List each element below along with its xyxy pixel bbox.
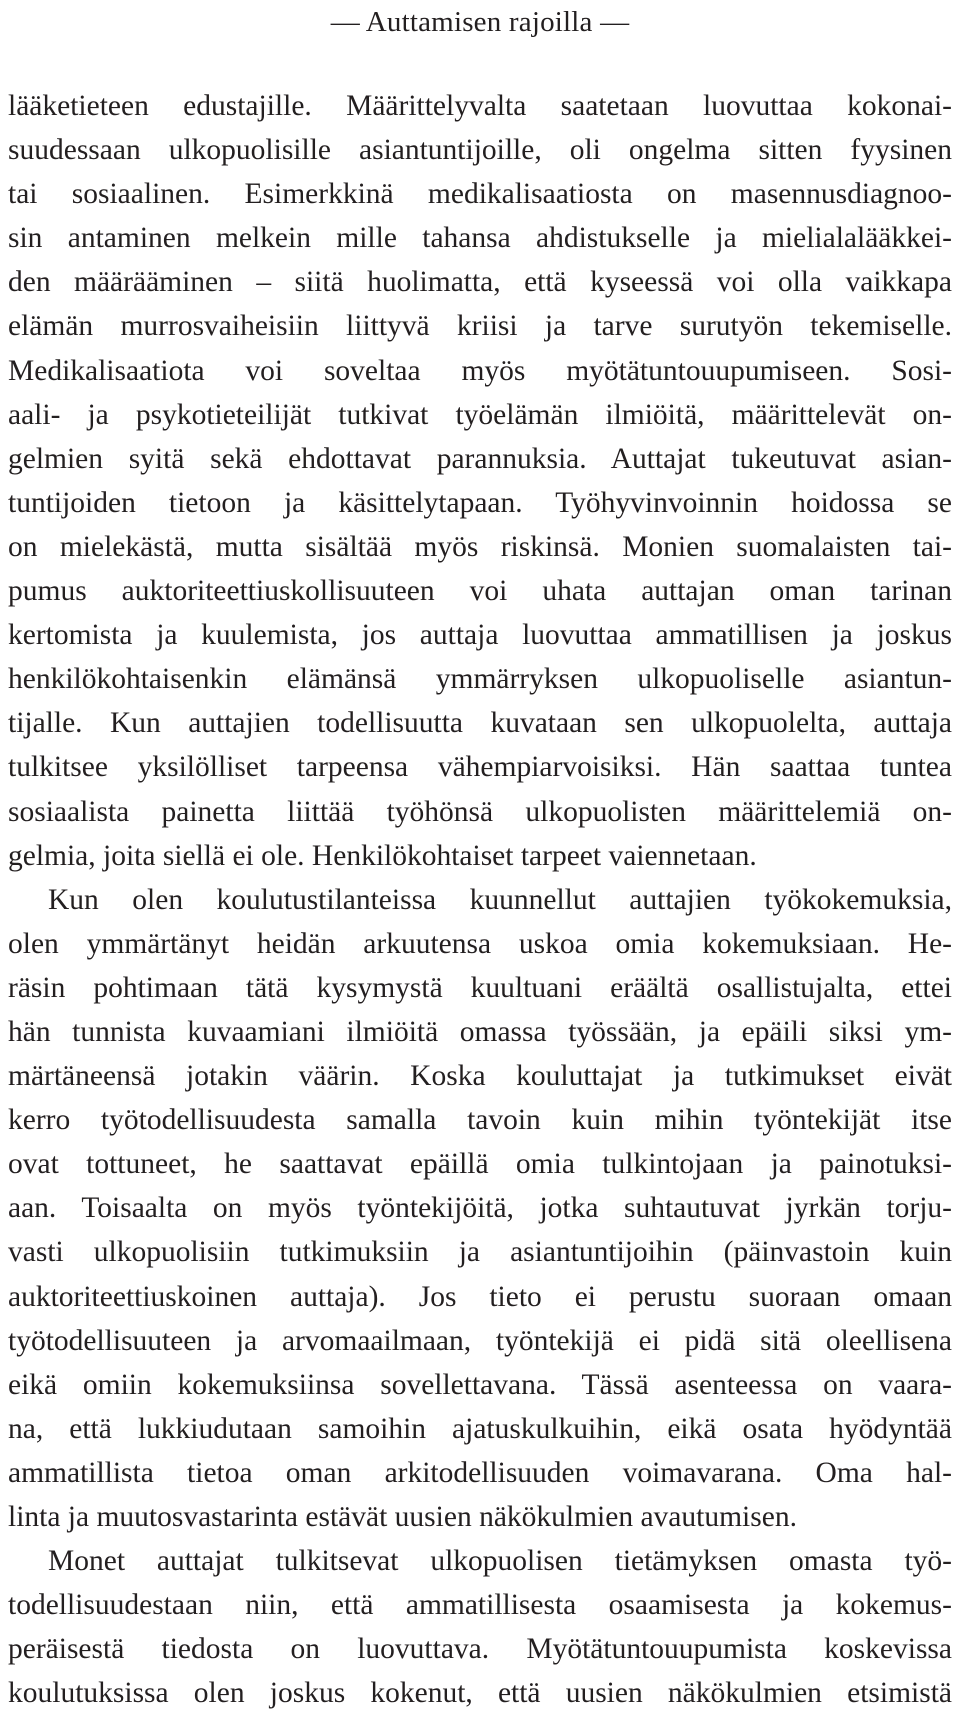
text-line: lääketieteen edustajille. Määrittelyvalta saatetaan luovuttaa kokonai- <box>8 90 952 122</box>
text-line: hän tunnista kuvaamiani ilmiöitä omassa työssään, ja epäili siksi ym- <box>8 1015 952 1048</box>
text-line: tuntijoiden tietoon ja käsittelytapaan. Työhyvinvoinnin hoidossa se <box>8 486 952 519</box>
text-line: na, että lukkiudutaan samoihin ajatuskulkuihin, eikä osata hyödyntää <box>8 1412 952 1445</box>
text-line: tai sosiaalinen. Esimerkkinä medikalisaatiosta on masennusdiagnoo- <box>8 178 952 211</box>
text-line: räsin pohtimaan tätä kysymystä kuultuani eräältä osallistujalta, ettei <box>8 971 952 1004</box>
text-line: gelmien syitä sekä ehdottavat parannuksia. Auttajat tukeutuvat asian- <box>8 442 952 475</box>
text-line: ammatillista tietoa oman arkitodellisuuden voimavarana. Oma hal- <box>8 1456 952 1489</box>
text-line: aan. Toisaalta on myös työntekijöitä, jotka suhtautuvat jyrkän torju- <box>8 1192 952 1225</box>
text-line: tulkitsee yksilölliset tarpeensa vähempiarvoisiksi. Hän saattaa tuntea <box>8 751 952 784</box>
text-line: sin antaminen melkein mille tahansa ahdistukselle ja mielialalääkkei- <box>8 222 952 255</box>
text-line: pumus auktoriteettiuskollisuuteen voi uhata auttajan oman tarinan <box>8 575 952 608</box>
text-line: ovat tottuneet, he saattavat epäillä omia tulkintojaan ja painotuksi- <box>8 1148 952 1181</box>
text-line: on mielekästä, mutta sisältää myös riskinsä. Monien suomalaisten tai- <box>8 530 952 563</box>
text-line: kerro työtodellisuudesta samalla tavoin kuin mihin työntekijät itse <box>8 1104 952 1137</box>
body-text <box>8 84 952 1715</box>
text-line: todellisuudestaan niin, että ammatillisesta osaamisesta ja kokemus- <box>8 1589 952 1622</box>
text-line: olen ymmärtänyt heidän arkuutensa uskoa omia kokemuksiaan. He- <box>8 927 952 960</box>
text-line: Medikalisaatiota voi soveltaa myös myötätuntouupumiseen. Sosi- <box>8 354 952 387</box>
text-line: suudessaan ulkopuolisille asiantuntijoille, oli ongelma sitten fyysinen <box>8 134 952 167</box>
text-line: peräisestä tiedosta on luovuttava. Myötätuntouupumista koskevissa <box>8 1633 952 1666</box>
text-line: auktoriteettiuskoinen auttaja). Jos tieto ei perustu suoraan omaan <box>8 1280 952 1313</box>
text-line: eikä omiin kokemuksiinsa sovellettavana. Tässä asenteessa on vaara- <box>8 1368 952 1401</box>
text-line: kertomista ja kuulemista, jos auttaja luovuttaa ammatillisen ja joskus <box>8 619 952 652</box>
text-line: henkilökohtaisenkin elämänsä ymmärryksen ulkopuoliselle asiantun- <box>8 663 952 696</box>
running-head: — Auttamisen rajoilla — <box>330 6 630 38</box>
text-line: tijalle. Kun auttajien todellisuutta kuvataan sen ulkopuolelta, auttaja <box>8 707 952 740</box>
text-line: den määrääminen – siitä huolimatta, että kyseessä voi olla vaikkapa <box>8 266 952 299</box>
text-line: gelmia, joita siellä ei ole. Henkilökohtaiset tarpeet vaiennetaan. <box>8 839 757 872</box>
text-line: Kun olen koulutustilanteissa kuunnellut auttajien työkokemuksia, <box>48 883 952 916</box>
text-line: vasti ulkopuolisiin tutkimuksiin ja asiantuntijoihin (päinvastoin kuin <box>8 1236 952 1269</box>
text-line: elämän murrosvaiheisiin liittyvä kriisi ja tarve surutyön tekemiselle. <box>8 310 952 343</box>
text-line: märtäneensä jotakin väärin. Koska kouluttajat ja tutkimukset eivät <box>8 1060 952 1093</box>
text-line: koulutuksissa olen joskus kokenut, että uusien näkökulmien etsimistä <box>8 1677 952 1710</box>
text-line: työtodellisuuteen ja arvomaailmaan, työntekijä ei pidä sitä oleellisena <box>8 1324 952 1357</box>
text-line: Monet auttajat tulkitsevat ulkopuolisen tietämyksen omasta työ- <box>48 1545 952 1578</box>
text-line: sosiaalista painetta liittää työhönsä ulkopuolisten määrittelemiä on- <box>8 795 952 828</box>
text-line: aali- ja psykotieteilijät tutkivat työelämän ilmiöitä, määrittelevät on- <box>8 398 952 431</box>
text-line: linta ja muutosvastarinta estävät uusien näkökulmien avautumisen. <box>8 1501 797 1533</box>
